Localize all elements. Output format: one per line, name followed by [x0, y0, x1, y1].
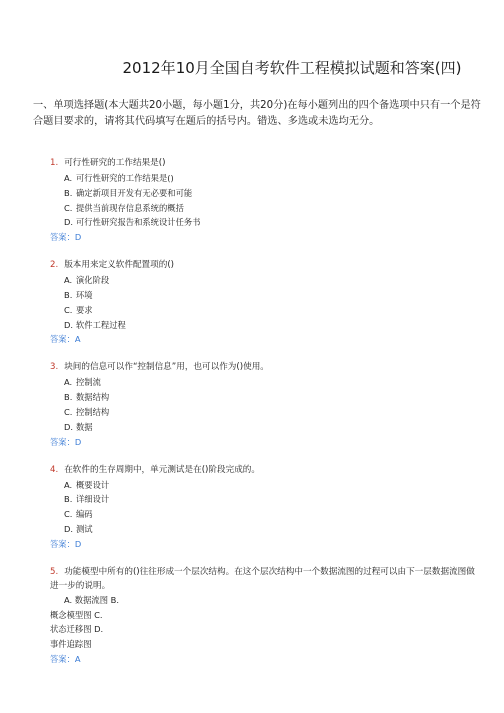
question-stem: 4. 在软件的生存周期中，单元测试是在()阶段完成的。 [50, 464, 260, 475]
option-line: A. 数据流图 B. [64, 594, 119, 605]
answer-line: 答案：D [50, 538, 82, 549]
question-stem: 2. 版本用来定义软件配置项的() [50, 260, 175, 271]
option-d: D. 测试 [64, 523, 93, 534]
option-a: A. 可行性研究的工作结果是() [64, 173, 174, 183]
option-b: B. 环境 [64, 289, 93, 300]
option-d: D. 数据 [64, 421, 93, 432]
question-4 [50, 463, 480, 552]
question-number: 3. [50, 362, 59, 373]
option-line: 概念模型图 C. [50, 609, 103, 620]
question-number: 2. [50, 260, 59, 271]
option-b: B. 详细设计 [64, 494, 110, 505]
document-title: 2012年10月全国自考软件工程模拟试题和答案(四) [122, 59, 462, 77]
question-1 [50, 156, 480, 245]
option-a: A. 演化阶段 [64, 275, 110, 286]
question-stem: 1. 可行性研究的工作结果是() [50, 158, 166, 168]
question-3 [50, 360, 480, 449]
option-line: 事件追踪图 [50, 639, 92, 650]
question-number: 5. [50, 566, 59, 577]
question-stem: 3. 块间的信息可以作“控制信息”用，也可以作为()使用。 [50, 362, 269, 373]
option-c: C. 编码 [64, 509, 93, 520]
option-b: B. 数据结构 [64, 392, 110, 403]
option-c: C. 控制结构 [64, 406, 110, 417]
question-stem: 5. 功能模型中所有的()往往形成一个层次结构。在这个层次结构中一个数据流图的过程可以由下一层数据流图做进一步的说明。 [50, 566, 475, 591]
answer-line: 答案：D [50, 436, 82, 447]
section-intro: 一、单项选择题(本大题共20小题，每小题1分，共20分)在每小题列出的四个备选项中只有一个是符合题目要求的，请将其代码填写在题后的括号内。错选、多选或未选均无分。 [33, 100, 481, 127]
option-a: A. 概要设计 [64, 479, 110, 490]
option-b: B. 确定新项目开发有无必要和可能 [64, 187, 193, 198]
option-d: D. 可行性研究报告和系统设计任务书 [64, 217, 201, 228]
answer-line: 答案：A [50, 334, 81, 345]
question-2 [50, 258, 480, 347]
option-c: C. 要求 [64, 304, 93, 315]
answer-line: 答案：D [50, 232, 82, 243]
question-number: 1. [50, 158, 59, 168]
question-number: 4. [50, 464, 59, 475]
option-line: 状态迁移图 D. [50, 624, 104, 635]
option-d: D. 软件工程过程 [64, 319, 126, 330]
question-5 [50, 565, 480, 667]
option-c: C. 提供当前现存信息系统的概括 [64, 202, 184, 213]
option-a: A. 控制流 [64, 377, 101, 388]
answer-line: 答案：A [50, 653, 81, 664]
question-list [50, 156, 480, 680]
